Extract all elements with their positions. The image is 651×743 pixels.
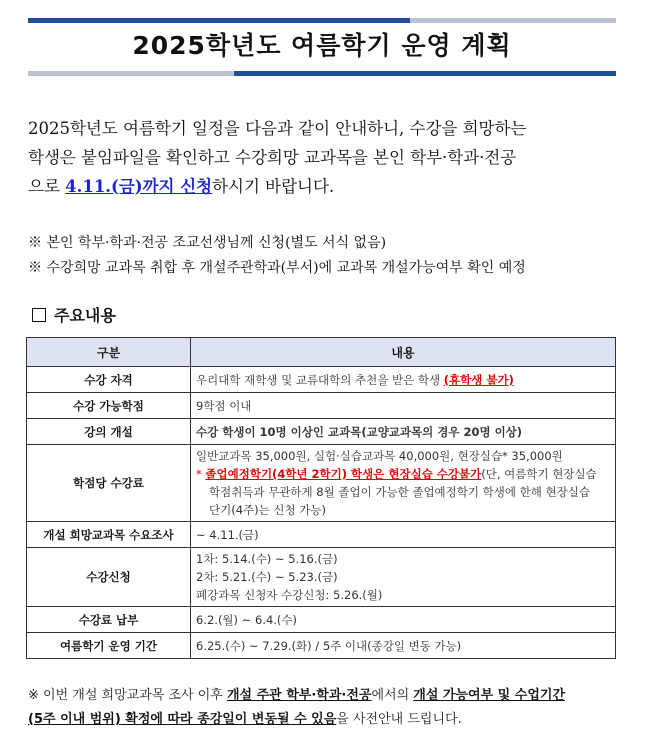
intro-line-3-post: 하시기 바랍니다. — [212, 177, 335, 196]
intro-paragraph — [28, 114, 623, 201]
footnote-bold-3: (5주 이내 범위) 확정에 따라 종강일이 변동될 수 있음 — [28, 712, 337, 727]
intro-line-2: 학생은 붙임파일을 확인하고 수강희망 교과목을 본인 학부·학과·전공 — [28, 148, 517, 167]
page-title: 2025학년도 여름학기 운영 계획 — [132, 31, 512, 60]
row-label: 여름학기 운영 기간 — [27, 633, 191, 659]
footnote-part-2: 에서의 — [371, 688, 414, 703]
row-value: 6.25.(수) ~ 7.29.(화) / 5주 이내(종강일 변동 가능) — [191, 633, 616, 659]
table-row — [27, 607, 616, 633]
row-value: 수강 학생이 10명 이상인 교과목(교양교과목의 경우 20명 이상) — [191, 419, 616, 445]
registration-line-1: 1차: 5.14.(수) ~ 5.16.(금) — [196, 552, 338, 566]
checkbox-square-icon — [32, 308, 46, 322]
row-value: 6.2.(월) ~ 6.4.(수) — [191, 607, 616, 633]
table-row — [27, 445, 616, 522]
row-value: ~ 4.11.(금) — [191, 522, 616, 548]
fee-line-3: 학점취득과 무관하게 8월 졸업이 가능한 졸업예정학기 학생에 한해 현장실습 — [209, 485, 590, 499]
footnote — [28, 684, 626, 732]
fee-line-1: 일반교과목 35,000원, 실험·실습교과목 40,000원, 현장실습* 35,000원 — [196, 449, 563, 463]
title-bar-top — [28, 18, 616, 23]
footnote-bold-2: 개설 가능여부 및 수업기간 — [413, 688, 565, 703]
section-title: 주요내용 — [54, 306, 116, 325]
row-label: 수강 자격 — [27, 367, 191, 393]
intro-line-3 — [28, 172, 623, 201]
footnote-part-3: 을 사전안내 드립니다. — [336, 712, 462, 727]
table-row — [27, 548, 616, 607]
row-label: 수강신청 — [27, 548, 191, 607]
fee-line-2-post: (단, 여름학기 현장실습 — [481, 467, 597, 481]
deadline-emphasis: 4.11.(금)까지 신청 — [65, 177, 213, 196]
table-row — [27, 522, 616, 548]
note-2: ※ 수강희망 교과목 취합 후 개설주관학과(부서)에 교과목 개설가능여부 확인 예정 — [28, 260, 526, 276]
row-value — [191, 548, 616, 607]
fee-star: * — [196, 467, 206, 481]
registration-line-3: 폐강과목 신청자 수강신청: 5.26.(월) — [196, 588, 383, 602]
table-row — [27, 419, 616, 445]
title-banner — [28, 18, 616, 76]
footnote-bold-1: 개설 주관 학부·학과·전공 — [226, 688, 372, 703]
row-label: 수강료 납부 — [27, 607, 191, 633]
section-heading — [32, 303, 116, 326]
table-row — [27, 633, 616, 659]
eligibility-warning: (휴학생 불가) — [443, 372, 514, 387]
row-label: 수강 가능학점 — [27, 393, 191, 419]
row-value — [191, 367, 616, 393]
header-content: 내용 — [191, 338, 616, 367]
title-bar-bottom — [28, 71, 616, 76]
fee-line-2 — [196, 465, 610, 483]
main-table — [26, 337, 616, 659]
notes — [28, 231, 628, 281]
intro-line-3-pre: 으로 — [28, 177, 66, 196]
fee-warning: 졸업예정학기(4학년 2학기) 학생은 현장실습 수강불가 — [205, 467, 482, 481]
row-label: 개설 희망교과목 수요조사 — [27, 522, 191, 548]
registration-line-2: 2차: 5.21.(수) ~ 5.23.(금) — [196, 570, 338, 584]
row-label: 학점당 수강료 — [27, 445, 191, 522]
table-row — [27, 367, 616, 393]
row-label: 강의 개설 — [27, 419, 191, 445]
note-1: ※ 본인 학부·학과·전공 조교선생님께 신청(별도 서식 없음) — [28, 235, 387, 251]
row-value — [191, 445, 616, 522]
table-header-row — [27, 338, 616, 367]
table-row — [27, 393, 616, 419]
row-value: 9학점 이내 — [191, 393, 616, 419]
header-category: 구분 — [27, 338, 191, 367]
fee-line-4: 단기(4주)는 신청 가능) — [209, 503, 326, 517]
footnote-part-1: ※ 이번 개설 희망교과목 조사 이후 — [28, 688, 227, 703]
eligibility-text: 우리대학 재학생 및 교류대학의 추천을 받은 학생 — [196, 372, 444, 387]
intro-line-1: 2025학년도 여름학기 일정을 다음과 같이 안내하니, 수강을 희망하는 — [28, 119, 527, 138]
